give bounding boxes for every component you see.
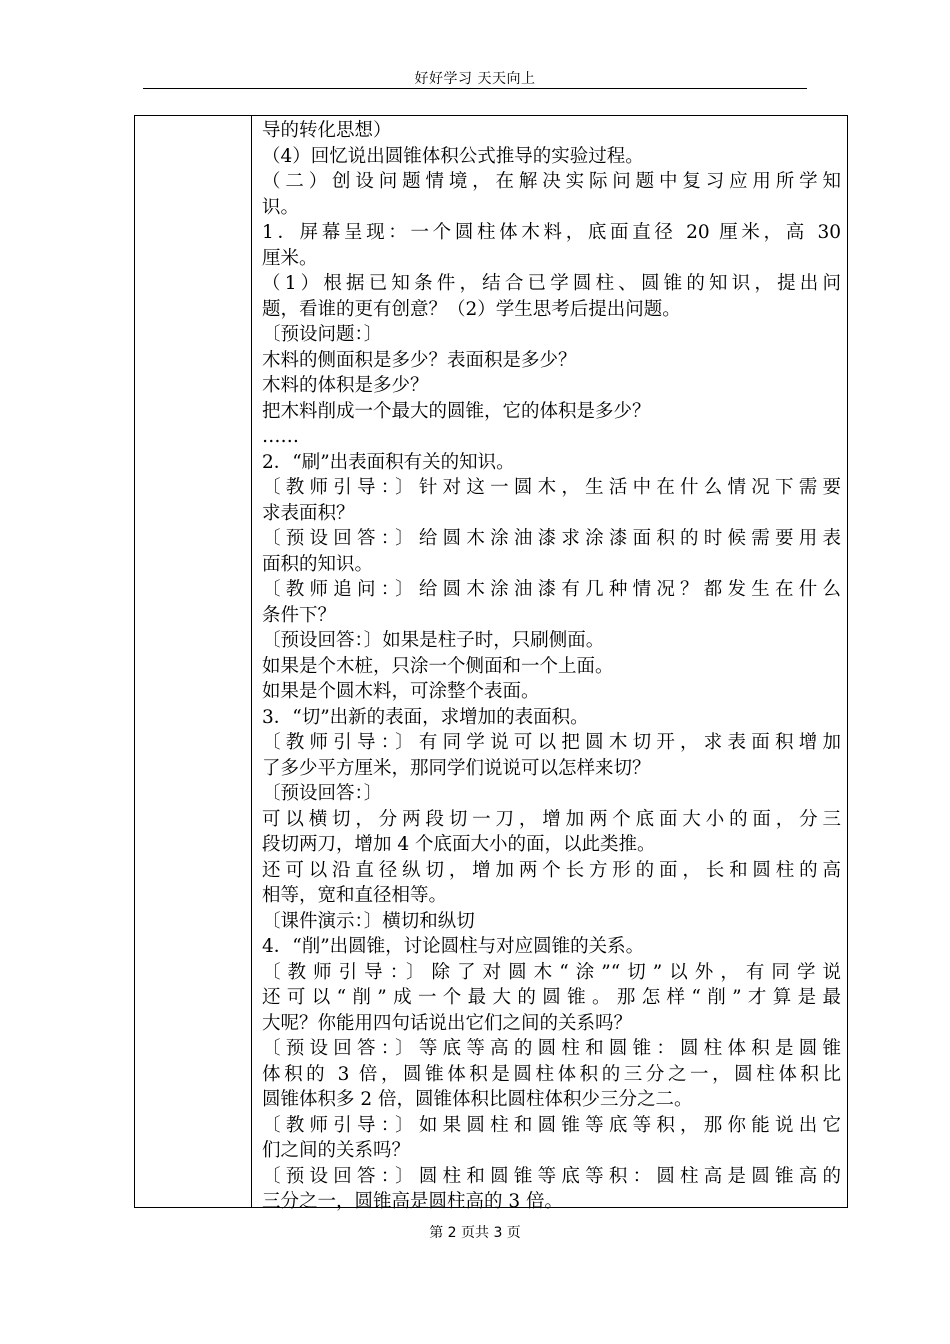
text-line: 把木料削成一个最大的圆锥，它的体积是多少？ [262, 400, 651, 422]
text-line: 木料的侧面积是多少？表面积是多少？ [262, 349, 577, 371]
text-line: 〔预设问题：〕 [262, 324, 383, 345]
text-line: 识。 [262, 196, 300, 218]
text-line: 〔预设回答：〕等底等高的圆柱和圆锥：圆柱体积是圆锥 [262, 1038, 841, 1059]
text-line: 〔预设回答：〕给圆木涂油漆求涂漆面积的时候需要用表 [262, 528, 841, 549]
text-line: 〔教师引导：〕除了对圆木“涂”“切”以外，有同学说 [262, 961, 841, 983]
text-line: 〔教师引导：〕如果圆柱和圆锥等底等积，那你能说出它 [262, 1114, 841, 1136]
text-line: 1．屏幕呈现：一个圆柱体木料，底面直径 20 厘米，高 30 [262, 222, 841, 243]
text-line: 厘米。 [262, 247, 318, 269]
text-line: （1）根据已知条件，结合已学圆柱、圆锥的知识，提出问 [262, 273, 841, 294]
text-line: 木料的体积是多少？ [262, 375, 429, 396]
text-line: 可以横切，分两段切一刀，增加两个底面大小的面，分三 [262, 808, 841, 830]
text-line: 段切两刀，增加 4 个底面大小的面，以此类推。 [262, 834, 656, 855]
header-divider [143, 88, 807, 89]
text-line: （4）回忆说出圆锥体积公式推导的实验过程。 [262, 145, 644, 167]
text-line: 〔教师追问：〕给圆木涂油漆有几种情况？都发生在什么 [262, 579, 841, 600]
page-footer: 第 2 页共 3 页 [429, 1225, 521, 1241]
text-line: 如果是个圆木料，可涂整个表面。 [262, 681, 540, 702]
text-line: 4．“削”出圆锥，讨论圆柱与对应圆锥的关系。 [262, 936, 645, 957]
text-line: 还可以沿直径纵切，增加两个长方形的面，长和圆柱的高 [262, 859, 841, 881]
text-line: 〔教师引导：〕针对这一圆木，生活中在什么情况下需要 [262, 477, 841, 498]
text-line: 了多少平方厘米，那同学们说说可以怎样来切？ [262, 757, 651, 779]
text-line: 们之间的关系吗？ [262, 1140, 411, 1161]
table-content-column [252, 116, 847, 1212]
text-line: 求表面积？ [262, 502, 355, 524]
text-line: 还可以“削”成一个最大的圆锥。那怎样“削”才算是最 [262, 987, 841, 1008]
text-line: 〔预设回答：〕圆柱和圆锥等底等积：圆柱高是圆锥高的 [262, 1165, 841, 1187]
text-line: 〔教师引导：〕有同学说可以把圆木切开，求表面积增加 [262, 732, 841, 753]
text-line: 面积的知识。 [262, 553, 374, 575]
text-line: 〔预设回答：〕 [262, 783, 383, 804]
text-line: 如果是个木桩，只涂一个侧面和一个上面。 [262, 655, 614, 677]
text-line: 3．“切”出新的表面，求增加的表面积。 [262, 706, 589, 728]
text-line: 条件下？ [262, 604, 337, 626]
text-line: 圆锥体积多 2 倍，圆锥体积比圆柱体积少三分之二。 [262, 1089, 693, 1110]
text-line: 相等，宽和直径相等。 [262, 885, 448, 906]
table-left-column [135, 116, 252, 1207]
text-line: 〔课件演示：〕横切和纵切 [262, 910, 475, 932]
lesson-table [134, 115, 848, 1212]
text-line: 体积的 3 倍，圆锥体积是圆柱体积的三分之一，圆柱体积比 [262, 1063, 841, 1085]
text-line: 题，看谁的更有创意？（2）学生思考后提出问题。 [262, 298, 681, 320]
text-line: 〔预设回答：〕如果是柱子时，只刷侧面。 [262, 630, 605, 651]
text-line: 三分之一，圆锥高是圆柱高的 3 倍。 [262, 1191, 564, 1212]
page-header: 好好学习 天天向上 [414, 71, 536, 87]
text-line: …… [262, 426, 299, 447]
text-line: 大呢？你能用四句话说出它们之间的关系吗？ [262, 1012, 633, 1034]
text-line: 导的转化思想） [262, 120, 392, 141]
text-line: （二）创设问题情境，在解决实际问题中复习应用所学知 [262, 171, 841, 192]
text-line: 2．“刷”出表面积有关的知识。 [262, 451, 515, 473]
